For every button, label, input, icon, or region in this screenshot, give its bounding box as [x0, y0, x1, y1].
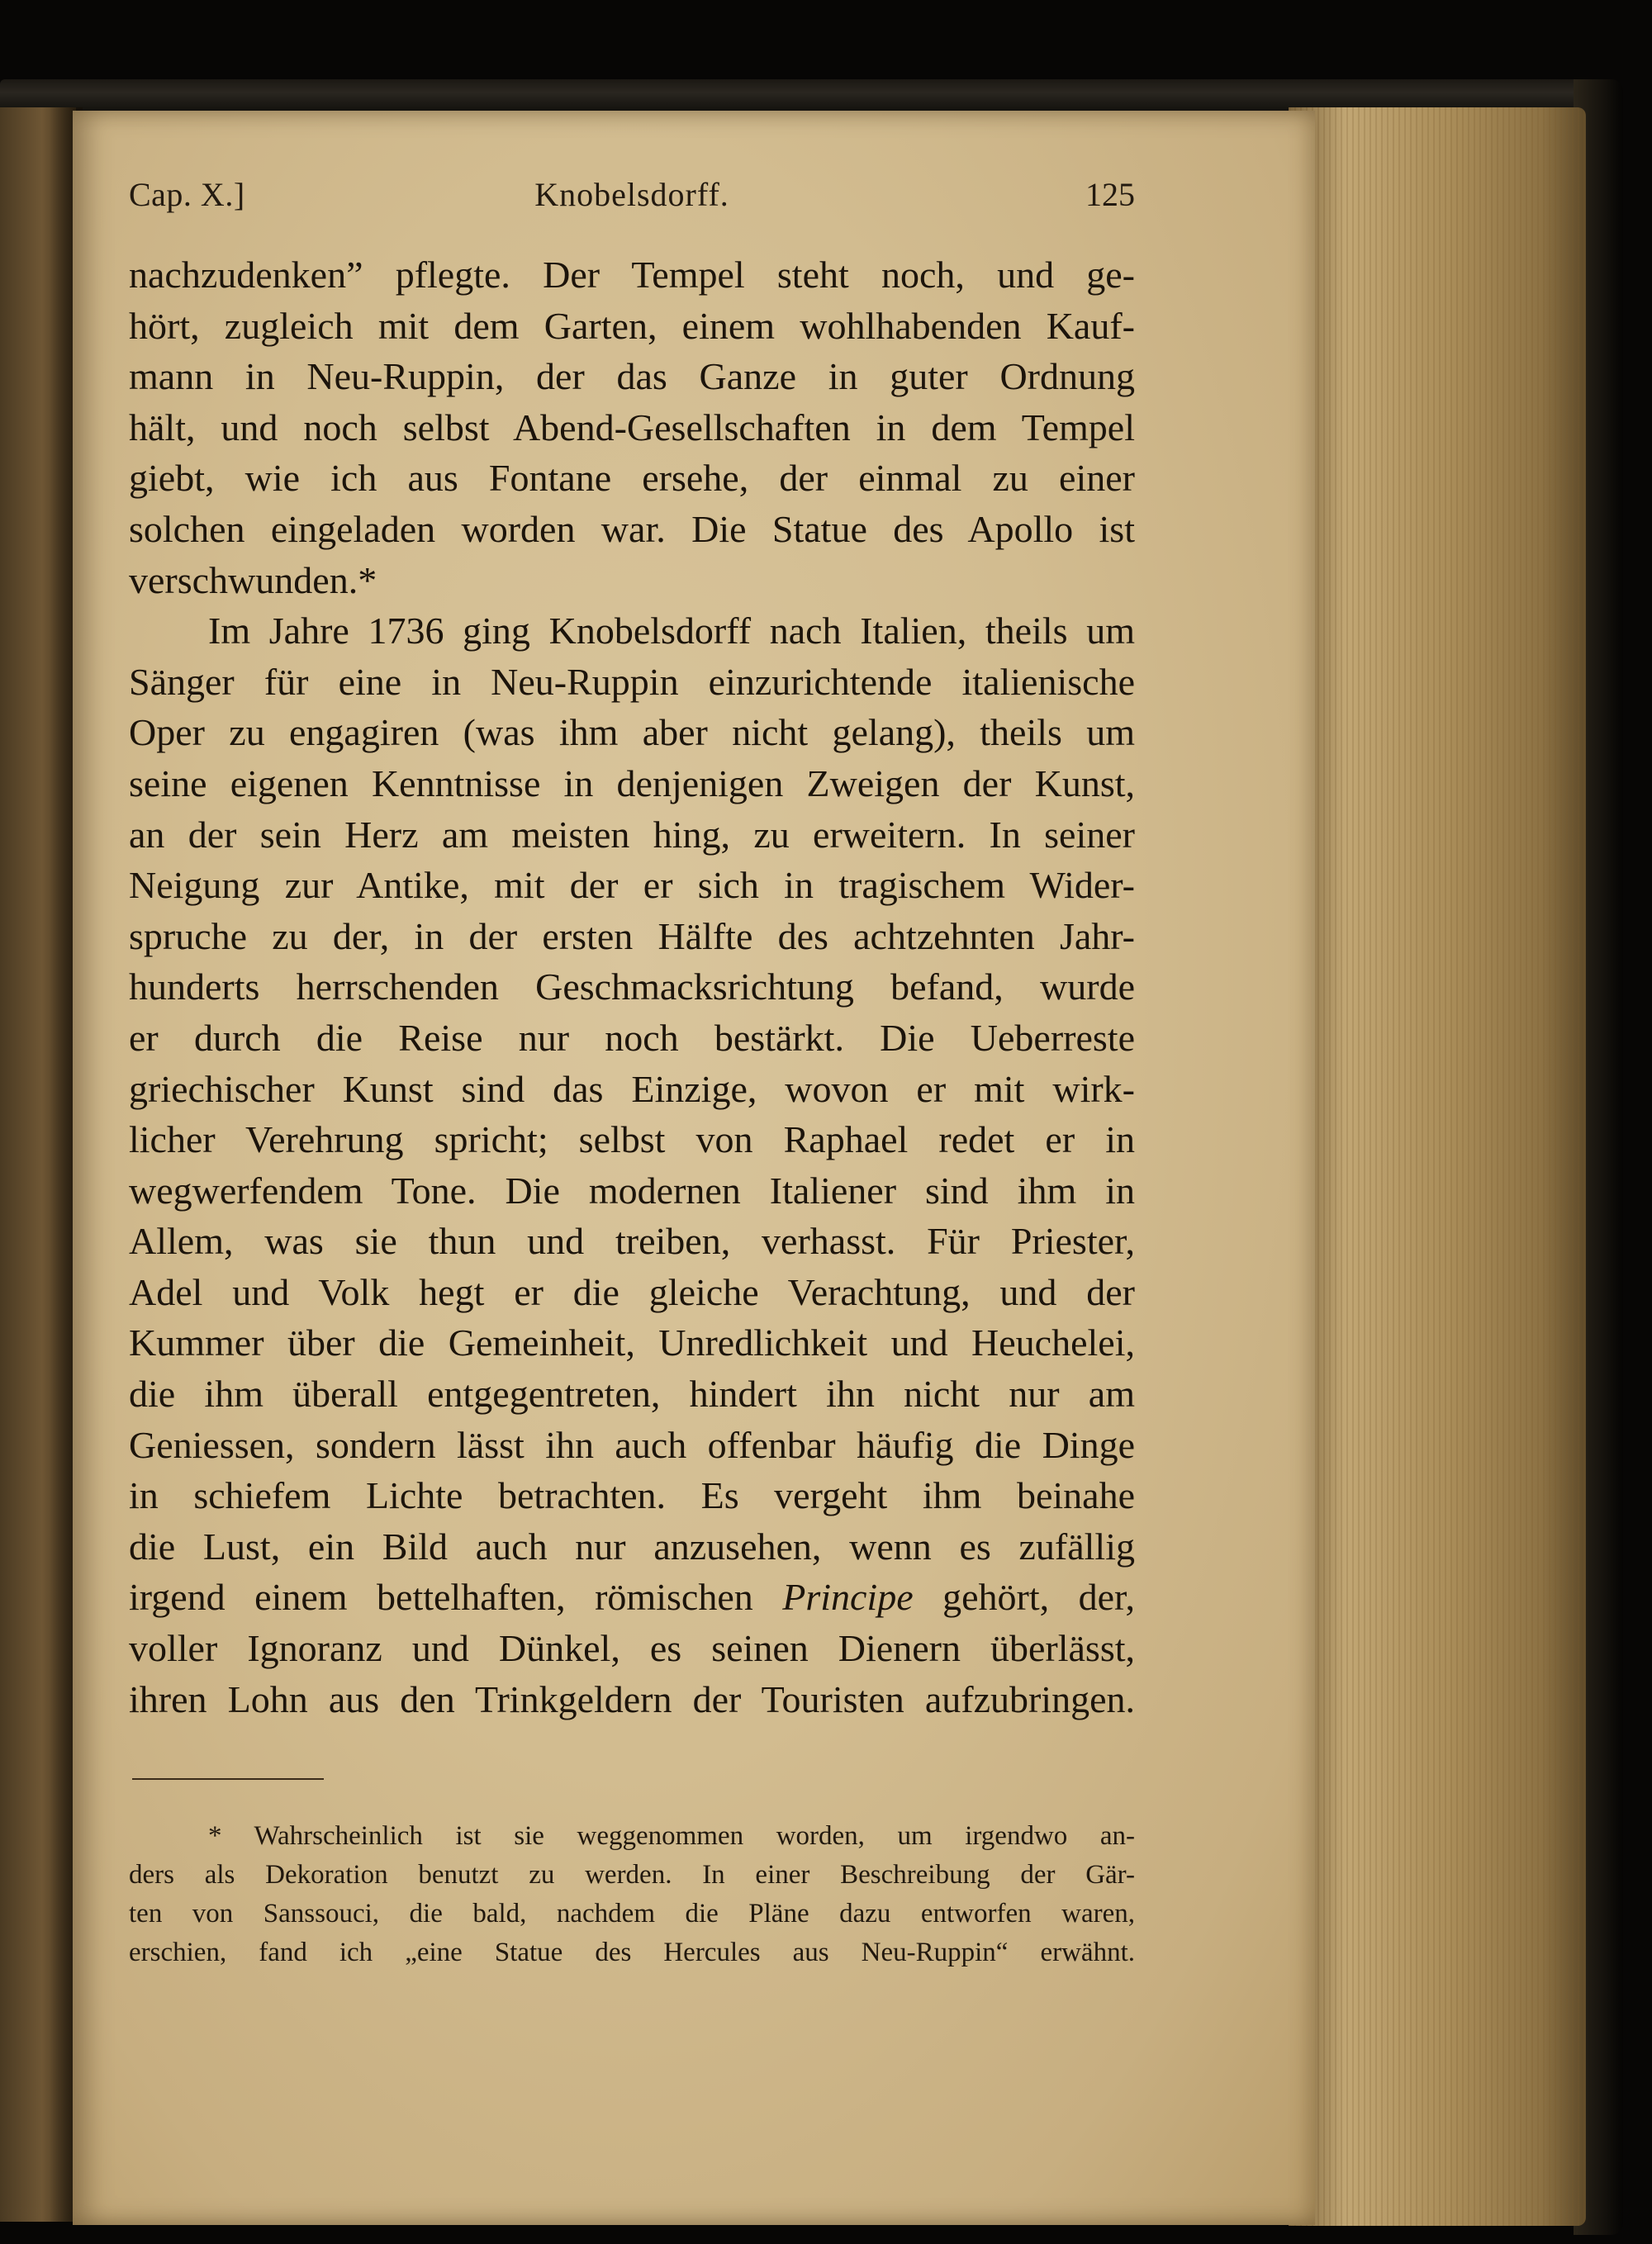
text-line: hört, zugleich mit dem Garten, einem wohlhabenden Kauf-: [129, 304, 1135, 347]
text-line: Geniessen, sondern lässt ihn auch offenbar häufig die Dinge: [129, 1423, 1135, 1466]
text-line: Allem, was sie thun und treiben, verhasst. Für Priester,: [129, 1220, 1135, 1263]
text-line: hunderts herrschenden Geschmacksrichtung befand, wurde: [129, 965, 1135, 1008]
text-line: griechischer Kunst sind das Einzige, wovon er mit wirk-: [129, 1067, 1135, 1110]
running-header: [129, 175, 1135, 225]
text-line: Oper zu engagiren (was ihm aber nicht gelang), theils um: [129, 711, 1135, 754]
text-line: in schiefem Lichte betrachten. Es vergeht ihm beinahe: [129, 1474, 1135, 1517]
text-line: die Lust, ein Bild auch nur anzusehen, wenn es zufällig: [129, 1525, 1135, 1568]
text-line-with-italic: [129, 1572, 1135, 1623]
text-line: verschwunden.*: [129, 558, 377, 601]
text-line: Neigung zur Antike, mit der er sich in tragischem Wider-: [129, 864, 1135, 907]
footnote-line: erschien, fand ich „eine Statue des Hercules aus Neu-Ruppin“ erwähnt.: [129, 1938, 1135, 1967]
text-line: Sänger für eine in Neu-Ruppin einzurichtende italienische: [129, 660, 1135, 703]
italic-term: Principe: [782, 1576, 914, 1619]
text-segment: irgend einem bettelhaften, römischen: [129, 1576, 753, 1619]
text-line: Kummer über die Gemeinheit, Unredlichkeit und Heuchelei,: [129, 1321, 1135, 1364]
page-number: 125: [1085, 176, 1135, 213]
footnote: [129, 1817, 1135, 1972]
footnote-rule: [132, 1778, 324, 1780]
main-text: [129, 249, 1135, 1725]
text-line: voller Ignoranz und Dünkel, es seinen Dienern überlässt,: [129, 1627, 1135, 1670]
text-line: solchen eingeladen worden war. Die Statue des Apollo ist: [129, 507, 1135, 550]
text-line: licher Verehrung spricht; selbst von Raphael redet er in: [129, 1118, 1135, 1161]
text-line: nachzudenken” pflegte. Der Tempel steht noch, und ge-: [129, 254, 1135, 296]
text-line: Im Jahre 1736 ging Knobelsdorff nach Italien, theils um: [208, 610, 1135, 652]
text-line: wegwerfendem Tone. Die modernen Italiener sind ihm in: [129, 1169, 1135, 1212]
running-title: Knobelsdorff.: [534, 176, 729, 213]
text-line: Adel und Volk hegt er die gleiche Verachtung, und der: [129, 1270, 1135, 1313]
text-line: an der sein Herz am meisten hing, zu erweitern. In seiner: [129, 813, 1135, 856]
text-line: ihren Lohn aus den Trinkgeldern der Touristen aufzubringen.: [129, 1677, 1135, 1720]
footnote-line: ten von Sanssouci, die bald, nachdem die Pläne dazu entworfen waren,: [129, 1899, 1135, 1929]
chapter-label: Cap. X.]: [129, 176, 245, 213]
text-line: seine eigenen Kenntnisse in denjenigen Zweigen der Kunst,: [129, 761, 1135, 804]
footnote-line: ders als Dekoration benutzt zu werden. In einer Beschreibung der Gär-: [129, 1860, 1135, 1890]
text-segment: gehört, der,: [913, 1576, 1135, 1619]
text-line: giebt, wie ich aus Fontane ersehe, der einmal zu einer: [129, 457, 1135, 500]
text-line: spruche zu der, in der ersten Hälfte des achtzehnten Jahr-: [129, 914, 1135, 957]
text-line: er durch die Reise nur noch bestärkt. Die Ueberreste: [129, 1016, 1135, 1059]
footnote-line: * Wahrscheinlich ist sie weggenommen worden, um irgendwo an-: [208, 1821, 1135, 1851]
text-line: mann in Neu-Ruppin, der das Ganze in guter Ordnung: [129, 355, 1135, 398]
text-line: die ihm überall entgegentreten, hindert ihn nicht nur am: [129, 1373, 1135, 1416]
text-line: hält, und noch selbst Abend-Gesellschaften in dem Tempel: [129, 406, 1135, 448]
